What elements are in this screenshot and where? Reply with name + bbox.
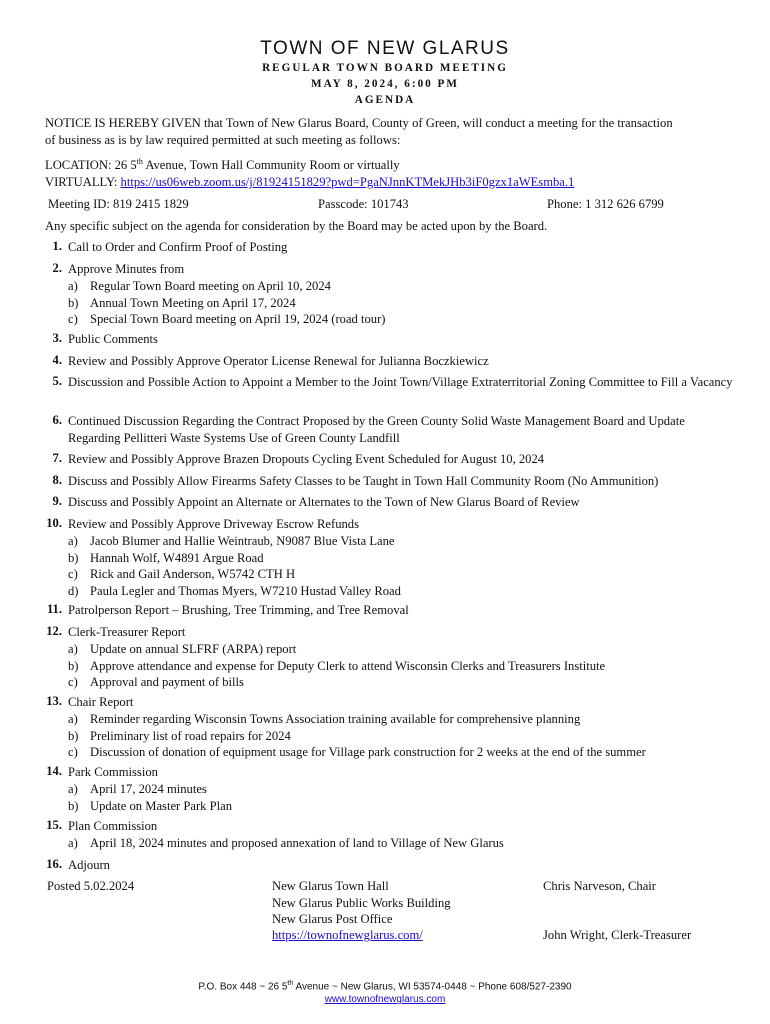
- chair-signature: Chris Narveson, Chair: [543, 879, 656, 893]
- sub-item: [68, 728, 740, 745]
- agenda-item-number: 2.: [52, 261, 62, 275]
- agenda-item-number: 16.: [46, 857, 62, 871]
- passcode: Passcode: 101743: [318, 197, 409, 211]
- town-website-link[interactable]: https://townofnewglarus.com/: [272, 928, 423, 942]
- sub-item-letter: b): [68, 550, 79, 565]
- agenda-item-text: Review and Possibly Approve Operator License Renewal for Julianna Boczkiewicz: [68, 354, 489, 368]
- agenda-item-text: Clerk-Treasurer Report: [68, 625, 186, 639]
- location-sup: th: [136, 157, 143, 166]
- agenda-item-text: Public Comments: [68, 332, 158, 346]
- agenda-item-text: Plan Commission: [68, 819, 158, 833]
- agenda-item-text: Call to Order and Confirm Proof of Posting: [68, 240, 288, 254]
- sub-item-text: Update on annual SLFRF (ARPA) report: [90, 642, 297, 656]
- agenda-item-number: 3.: [52, 331, 62, 345]
- location-text-rest: Avenue, Town Hall Community Room or virtually: [142, 158, 400, 173]
- posted-date: Posted 5.02.2024: [47, 879, 135, 893]
- agenda-item-text: Patrolperson Report – Brushing, Tree Trimming, and Tree Removal: [68, 603, 409, 617]
- sub-item-list: [68, 278, 740, 328]
- any-subject-note: Any specific subject on the agenda for consideration by the Board may be acted upon by the Board.: [45, 219, 548, 233]
- sub-item: [68, 781, 740, 798]
- sub-item: [68, 566, 740, 583]
- sub-item-text: April 17, 2024 minutes: [90, 782, 207, 796]
- agenda-item-text: Review and Possibly Approve Brazen Dropouts Cycling Event Scheduled for August 10, 2024: [68, 452, 545, 466]
- meeting-id: Meeting ID: 819 2415 1829: [48, 197, 189, 211]
- sub-item-letter: a): [68, 836, 78, 850]
- agenda-item-number: 10.: [46, 516, 62, 530]
- address-line: [0, 977, 770, 993]
- sub-item-letter: a): [68, 279, 78, 293]
- agenda-item-text: Continued Discussion Regarding the Contract Proposed by the Green County Solid Waste Management Board and Update Regarding Pellitteri Waste Systems Use of Green County Landfill: [68, 414, 685, 445]
- sub-item-list: [68, 835, 740, 852]
- agenda-item-text: Park Commission: [68, 765, 158, 779]
- sub-item-letter: a): [68, 534, 78, 548]
- sub-item: [68, 711, 740, 728]
- address-text: P.O. Box 448 ~ 26 5: [198, 981, 288, 993]
- agenda-heading: AGENDA: [354, 94, 416, 106]
- agenda-item-number: 13.: [46, 694, 62, 708]
- notice-line-1: NOTICE IS HEREBY GIVEN that Town of New Glarus Board, County of Green, will conduct a meeting for the transaction: [45, 116, 673, 130]
- sub-item-letter: b): [68, 295, 79, 310]
- sub-item-text: Update on Master Park Plan: [90, 798, 232, 813]
- sub-item-list: [68, 711, 740, 761]
- agenda-item-number: 6.: [52, 413, 62, 427]
- agenda-item-number: 12.: [46, 624, 62, 638]
- sub-item: [68, 835, 740, 852]
- sub-item-letter: b): [68, 728, 79, 743]
- sub-item-text: Approval and payment of bills: [90, 675, 244, 690]
- agenda-item-number: 14.: [46, 764, 62, 778]
- sub-item-letter: a): [68, 782, 78, 796]
- sub-item: [68, 295, 740, 312]
- sub-item-text: Approve attendance and expense for Deputy Clerk to attend Wisconsin Clerks and Treasurers Institute: [90, 658, 606, 673]
- sub-item-letter: b): [68, 798, 79, 813]
- sub-item-text: Regular Town Board meeting on April 10, 2024: [90, 279, 331, 293]
- sub-item-letter: a): [68, 642, 78, 656]
- sub-item-text: Hannah Wolf, W4891 Argue Road: [90, 550, 264, 565]
- sub-item-letter: d): [68, 583, 79, 598]
- virtual-line: [45, 174, 735, 191]
- location-line: [45, 153, 735, 174]
- sub-item: [68, 744, 740, 761]
- agenda-item-text: Chair Report: [68, 695, 134, 709]
- location-text: LOCATION: 26 5: [45, 158, 137, 173]
- phone-number: Phone: 1 312 626 6799: [547, 197, 664, 211]
- agenda-item-number: 8.: [52, 473, 62, 487]
- sub-item: [68, 278, 740, 295]
- agenda-item-number: 1.: [52, 239, 62, 253]
- sub-item-text: Special Town Board meeting on April 19, 2024 (road tour): [90, 312, 386, 327]
- sub-item-list: [68, 781, 740, 814]
- agenda-item-number: 5.: [52, 374, 62, 388]
- sub-item-list: [68, 641, 740, 691]
- agenda-item-number: 7.: [52, 451, 62, 465]
- sub-item-letter: c): [68, 675, 78, 690]
- sub-item-letter: c): [68, 745, 78, 760]
- sub-item: [68, 533, 740, 550]
- posting-location-1: New Glarus Town Hall: [272, 879, 389, 893]
- sub-item-text: Reminder regarding Wisconsin Towns Association training available for comprehensive planning: [90, 712, 581, 726]
- sub-item-letter: c): [68, 312, 78, 327]
- agenda-item-text: Discuss and Possibly Allow Firearms Safety Classes to be Taught in Town Hall Community Room (No Ammunition): [68, 474, 659, 488]
- virtual-label: VIRTUALLY:: [45, 175, 121, 189]
- zoom-link[interactable]: https://us06web.zoom.us/j/81924151829?pwd=PgaNJnnKTMekJHb3iF0gzx1aWEsmba.1: [120, 175, 575, 189]
- sub-item-letter: a): [68, 712, 78, 726]
- meeting-date: MAY 8, 2024, 6:00 PM: [311, 78, 459, 90]
- agenda-item-text: Discussion and Possible Action to Appoint a Member to the Joint Town/Village Extraterritorial Zoning Committee to Fill a Vacancy: [68, 375, 733, 389]
- agenda-item-number: 9.: [52, 494, 62, 508]
- sub-item-text: Jacob Blumer and Hallie Weintraub, N9087 Blue Vista Lane: [90, 534, 395, 548]
- clerk-signature: John Wright, Clerk-Treasurer: [543, 928, 692, 942]
- sub-item-text: Rick and Gail Anderson, W5742 CTH H: [90, 567, 296, 582]
- sub-item: [68, 674, 740, 691]
- sub-item-text: Annual Town Meeting on April 17, 2024: [90, 295, 296, 310]
- sub-item-list: [68, 533, 740, 599]
- agenda-item-number: 15.: [46, 818, 62, 832]
- agenda-item-text: Discuss and Possibly Appoint an Alternate or Alternates to the Town of New Glarus Board of Review: [68, 495, 580, 509]
- posting-location-3: New Glarus Post Office: [272, 912, 393, 926]
- agenda-item-text: Adjourn: [68, 858, 110, 872]
- agenda-item-text: Approve Minutes from: [68, 262, 185, 276]
- sub-item-text: Preliminary list of road repairs for 2024: [90, 728, 291, 743]
- sub-item: [68, 658, 740, 675]
- address-sup: th: [287, 980, 294, 987]
- notice-line-2: of business as is by law required permitted at such meeting as follows:: [45, 133, 401, 147]
- document-title: TOWN OF NEW GLARUS: [260, 38, 510, 59]
- sub-item: [68, 641, 740, 658]
- agenda-item-number: 4.: [52, 353, 62, 367]
- sub-item-text: April 18, 2024 minutes and proposed annexation of land to Village of New Glarus: [90, 836, 504, 850]
- sub-item-text: Paula Legler and Thomas Myers, W7210 Hustad Valley Road: [90, 583, 401, 598]
- sub-item: [68, 550, 740, 567]
- agenda-item-text: Review and Possibly Approve Driveway Escrow Refunds: [68, 517, 360, 531]
- meeting-type: REGULAR TOWN BOARD MEETING: [262, 62, 508, 74]
- sub-item: [68, 798, 740, 815]
- address-text-rest: Avenue ~ New Glarus, WI 53574-0448 ~ Phone 608/527-2390: [293, 981, 572, 993]
- address-footer: [0, 977, 770, 1006]
- sub-item: [68, 311, 740, 328]
- sub-item: [68, 583, 740, 600]
- agenda-item-number: 11.: [46, 602, 62, 616]
- footer-website-link[interactable]: www.townofnewglarus.com: [324, 994, 446, 1006]
- sub-item-letter: b): [68, 658, 79, 673]
- sub-item-text: Discussion of donation of equipment usage for Village park construction for 2 weeks at the end of the summer: [90, 745, 646, 760]
- posting-location-2: New Glarus Public Works Building: [272, 896, 451, 910]
- meeting-details: [45, 196, 735, 213]
- sub-item-letter: c): [68, 567, 78, 582]
